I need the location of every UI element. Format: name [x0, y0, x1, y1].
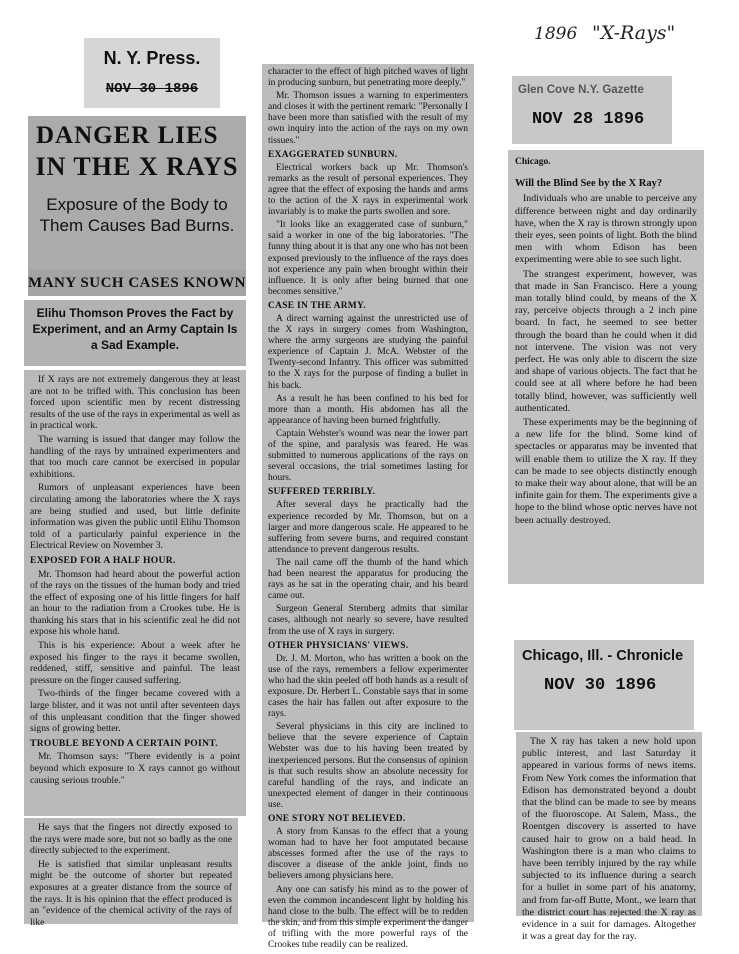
article-body — [516, 732, 702, 943]
paragraph: The warning is issued that danger may follow the handling of the rays by untrained experimenters and that too much care cannot be exercised in popular exhibitions. — [30, 433, 240, 480]
subhead: ONE STORY NOT BELIEVED. — [268, 814, 406, 824]
source-date: NOV 28 1896 — [532, 110, 645, 129]
paragraph: character to the effect of high pitched waves of light in producing sunburn, but penetrating more deeply." — [268, 67, 468, 89]
paragraph: Two-thirds of the finger became covered with a large blister, and it was not until after seventeen days of this unpleasant condition that the finger showed signs of growing better. — [30, 688, 240, 735]
paragraph: Several physicians in this city are inclined to believe that the severe experience of Captain Webster was due to his having been treated by inexperienced persons. But the consensus of opinion is that such results show an absolute necessity for careful handling of the rays, and indicate an unexpected element of danger in their continuous use. — [268, 722, 468, 810]
paragraph: These experiments may be the beginning of a new life for the blind. Some kind of spectacles or apparatus may be invented that will enable them to utilize the X ray. If they can be made to see objects distinctly enough to make their way about alone, that will be an infinite gain for them. The experiments give a hope to the blind whose optic nerves have not been actually destroyed. — [515, 417, 697, 526]
dateline: Chicago. — [515, 157, 551, 167]
headline-line-1: DANGER LIES — [36, 122, 219, 149]
paragraph: Electrical workers back up Mr. Thomson's remarks as the result of personal experiences. They agree that the effect of exposing the hands and arms to the action of the X rays in experimental work invariably is to make the parts swollen and sore. — [268, 162, 468, 218]
paragraph: Captain Webster's wound was near the lower part of the spine, and paralysis was feared. He was submitted to numerous applications of the rays on several occasions, the trial sometimes lasting for hours. — [268, 428, 468, 484]
article-continuation — [24, 818, 238, 928]
paragraph: Any one can satisfy his mind as to the power of even the common incandescent light by holding his hand close to the bulb. The effect will be to redden the skin, and from this simple experiment the danger of trifling with the more powerful rays of the Crookes tube readily can be realized. — [268, 884, 468, 951]
paragraph: The X ray has taken a new hold upon public interest, and last Saturday it appeared in various forms of news items. From New York comes the information that Edison has demonstrated beyond a doubt that the blind can be made to see by means of the fluoroscope. At Salem, Mass., the Roentgen discovery is asserted to have caused hair to grow on a bald head. In Washington there is a man who claims to have been terribly injured by the ray while subjected to its influence during a search for a bullet in some part of his anatomy, and from far-off Butte, Mont., we learn that the district court has rejected the X ray as evidence in a suit for damages. Altogether it was a great day for the ray. — [522, 736, 696, 943]
handwritten-year: 1896 — [534, 24, 578, 44]
paragraph: He says that the fingers not directly exposed to the rays were made sore, but not so badly as the one directly subjected to the experiment. — [30, 822, 232, 857]
subhead: EXAGGERATED SUNBURN. — [268, 149, 398, 160]
article-headline: Will the Blind See by the X Ray? — [515, 178, 663, 190]
headline-line-2: IN THE X RAYS — [35, 152, 239, 181]
article-body — [24, 370, 246, 816]
subdeck-text: Elihu Thomson Proves the Fact by Experiment, and an Army Captain Is a Sad Example. — [32, 306, 238, 352]
paragraph: This is his experience: About a week after he exposed his finger to the rays it became swollen, reddened, stiff, sensitive and painful. The least pressure on the finger caused suffering. — [30, 640, 240, 686]
paragraph: Dr. J. M. Morton, who has written a book on the use of the rays, remembers a fellow experimenter who had the skin peeled off both hands as a result of exposure. Dr. Herbert L. Constable says that in some cases the hair has fallen out after exposure to the rays. — [268, 653, 468, 720]
article-body — [508, 150, 704, 584]
subhead: CASE IN THE ARMY. — [268, 300, 366, 311]
source-name: N. Y. Press. — [103, 48, 201, 68]
paragraph: Mr. Thomson issues a warning to experimenters and closes it with the pertinent remark: "Personally I have been more than satisfied with the result of my own inquiry into the action of the rays on my own tissues." — [268, 91, 468, 146]
paragraph: A direct warning against the unrestricted use of the X rays in surgery comes from Washington, where the army surgeons are studying the painful experience of Captain J. McA. Webster of the Twenty-second Infantry. This officer was submitted to the X rays for the purpose of finding a bullet in his back. — [268, 313, 468, 391]
paragraph: Rumors of unpleasant experiences have been circulating among the laboratories where the X rays are being studied and used, but little definite information was given the public until Elihu Thomson told of a particularly painful experience in the Electrical Review on November 3. — [30, 482, 240, 552]
paragraph: As a result he has been confined to his bed for more than a month. His abdomen has all the appearance of having been burned frightfully. — [268, 393, 468, 426]
handwritten-topic: "X-Rays" — [592, 22, 676, 44]
paragraph: He is satisfied that similar unpleasant results might be the outcome of shorter but repeated exposures at a greater distance from the source of the rays. It is his opinion that the effect produced is an "evidence of the chemical activity of the rays of like — [30, 858, 232, 928]
subhead: EXPOSED FOR A HALF HOUR. — [30, 554, 176, 566]
deck: Exposure of the Body to Them Causes Bad Burns. — [39, 195, 235, 235]
paragraph: A story from Kansas to the effect that a young woman had to have her foot amputated because abscesses formed after the use of the rays to discover a disease of the ankle joint, finds no believers among physicians here. — [268, 827, 468, 882]
source-name: Chicago, Ill. - Chronicle — [522, 648, 684, 664]
banner-text: MANY SUCH CASES KNOWN — [28, 275, 246, 291]
paragraph: Mr. Thomson had heard about the powerful action of the rays on the tissues of the human body and tried the effect of exposing one of his little fingers for half an hour to the radiation from a Crookes tube. He is thanking his stars that in his scientific zeal he did not expose his whole hand. — [30, 568, 240, 638]
paragraph: The nail came off the thumb of the hand which had been nearest the apparatus for producing the rays as he sat in the operating chair, and his beard came out. — [268, 557, 468, 602]
source-date: NOV 30 1896 — [544, 676, 657, 695]
paragraph: The strangest experiment, however, was that made in San Francisco. Here a young man totally blind could, by means of the X ray, perceive objects through a 2 inch pine board. In fact, he seemed to see better through the board than he could when it did not intervene. The vision was not very perfect. He was only able to discern the size and shape of various objects. The fact that he could see at all where before he had been totally blind, however, was sufficiently well authenticated. — [515, 268, 697, 414]
paragraph: Surgeon General Sternberg admits that similar cases, although not nearly so severe, have resulted from the use of X rays in surgery. — [268, 604, 468, 637]
paragraph: Mr. Thomson says: "There evidently is a point beyond which exposure to X rays cannot go without causing serious trouble." — [30, 751, 240, 786]
source-slip — [84, 38, 220, 108]
headline-block — [28, 116, 246, 270]
subhead: TROUBLE BEYOND A CERTAIN POINT. — [30, 737, 218, 749]
paragraph: After several days he practically had the experience recorded by Mr. Thomson, but on a larger and more dangerous scale. He appeared to be suffering from severe burns, and required constant attendance to prevent dangerous results. — [268, 500, 468, 555]
source-slip — [514, 640, 694, 730]
paragraph: If X rays are not extremely dangerous they at least are not to be trifled with. This conclusion has been forced upon scientific men by recent distressing results of the use of the rays in experimental as well as in practical work. — [30, 374, 240, 432]
subhead: SUFFERED TERRIBLY. — [268, 487, 376, 498]
subdeck — [24, 300, 246, 366]
source-date: NOV 30 1896 — [105, 81, 199, 97]
clipping-continued-column — [262, 64, 474, 951]
subhead: OTHER PHYSICIANS' VIEWS. — [268, 640, 409, 651]
source-name: Glen Cove N.Y. Gazette — [518, 84, 644, 96]
source-slip — [512, 76, 672, 144]
paragraph: Individuals who are unable to perceive any difference between night and day ordinarily have, when the X ray is thrown strongly upon their eyes, seen points of light. Both the blind men with whom Edison has been experimenting were able to see such light. — [515, 193, 697, 266]
paragraph: "It looks like an exaggerated case of sunburn," said a worker in one of the big laboratories. "The funny thing about it is that any one who has not been exposed previously to the influence of the rays does not experience any pain when brought within their influence. It is only after being burned that one becomes sensitive." — [268, 220, 468, 297]
banner — [28, 270, 246, 296]
